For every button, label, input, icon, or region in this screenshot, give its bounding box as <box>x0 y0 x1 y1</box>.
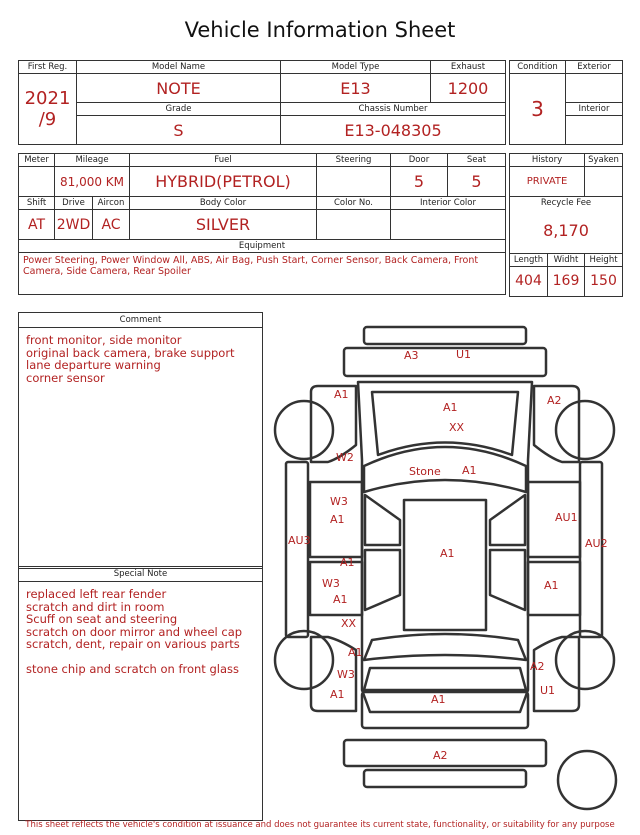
damage-mark: AU3 <box>288 534 311 547</box>
comment-line: front monitor, side monitor <box>26 333 182 347</box>
steering-label: Steering <box>317 154 391 167</box>
damage-mark: AU2 <box>585 537 608 550</box>
damage-mark: A1 <box>431 693 446 706</box>
special-note-line: scratch and dirt in room <box>26 599 165 614</box>
damage-mark: A1 <box>544 579 559 592</box>
history-label: History <box>510 154 585 167</box>
roof-outline <box>404 500 486 630</box>
grade-value: S <box>77 116 281 145</box>
damage-mark: AU1 <box>555 511 578 524</box>
rear-right-wheel-outline <box>556 631 614 689</box>
disclaimer-footer: This sheet reflects the vehicle's condition at issuance and does not guarantee its current state, functionality, or suitability for any purpose <box>25 820 615 830</box>
first-reg-month: /9 <box>38 109 57 130</box>
damage-mark: XX <box>449 421 465 434</box>
mileage-value: 81,000 KM <box>55 167 130 197</box>
recycle-fee-value: 8,170 <box>510 209 623 253</box>
recycle-fee-label: Recycle Fee <box>510 197 623 210</box>
width-value: 169 <box>548 266 585 296</box>
meter-label: Meter <box>19 154 55 167</box>
front-bumper-top-outline <box>364 327 526 344</box>
rear-skirt-outline <box>364 770 526 787</box>
special-note-line: Scuff on seat and steering <box>26 612 178 626</box>
fuel-label: Fuel <box>130 154 317 167</box>
special-note-line: stone chip and scratch on front glass <box>26 662 239 676</box>
special-note-line: replaced left rear fender <box>26 587 167 601</box>
left-rocker-outline <box>286 462 308 637</box>
color-no-label: Color No. <box>317 197 391 210</box>
left-rear-window-outline <box>365 550 400 610</box>
chassis-value: E13-048305 <box>281 116 506 145</box>
damage-mark: A1 <box>334 388 349 401</box>
first-reg-label: First Reg. <box>19 61 77 74</box>
windshield-outline <box>364 447 526 492</box>
drive-label: Drive <box>55 197 93 210</box>
seat-label: Seat <box>448 154 506 167</box>
syaken-label: Syaken <box>585 154 623 167</box>
page-title: Vehicle Information Sheet <box>184 18 456 42</box>
damage-mark: A2 <box>530 660 545 673</box>
damage-mark: A1 <box>462 464 477 477</box>
damage-mark: W3 <box>337 668 355 681</box>
damage-mark: A2 <box>547 394 562 407</box>
damage-mark: A1 <box>330 513 345 526</box>
damage-mark: W3 <box>330 495 348 508</box>
special-note-line: scratch, dent, repair on various parts <box>26 637 240 651</box>
damage-mark: A1 <box>330 688 345 701</box>
exhaust-value: 1200 <box>431 74 506 103</box>
damage-mark: A1 <box>440 547 455 560</box>
comment-line: lane departure warning <box>26 358 161 372</box>
body-color-label: Body Color <box>130 197 317 210</box>
model-name-value: NOTE <box>77 74 281 103</box>
body-color-value: SILVER <box>130 210 317 240</box>
right-front-window-outline <box>490 495 525 545</box>
front-left-wheel-outline <box>275 401 333 459</box>
damage-mark: W3 <box>322 577 340 590</box>
damage-mark: A1 <box>333 593 348 606</box>
damage-mark: W2 <box>336 451 354 464</box>
width-label: Widht <box>548 253 585 266</box>
length-label: Length <box>510 253 548 266</box>
door-label: Door <box>391 154 448 167</box>
rear-window-outline <box>364 634 526 660</box>
damage-mark: A1 <box>348 646 363 659</box>
drive-value: 2WD <box>55 210 93 240</box>
damage-mark: U1 <box>540 684 556 697</box>
length-value: 404 <box>510 266 548 296</box>
rear-left-wheel-outline <box>275 631 333 689</box>
shift-label: Shift <box>19 197 55 210</box>
rear-hatch-outline <box>364 668 526 690</box>
equipment-value: Power Steering, Power Window All, ABS, Air Bag, Push Start, Corner Sensor, Back Camera, Front Camera, Side Camera, Rear Spoiler <box>19 253 506 295</box>
equipment-label: Equipment <box>19 240 506 253</box>
damage-mark: A3 <box>404 349 419 362</box>
exhaust-label: Exhaust <box>431 61 506 74</box>
fuel-value: HYBRID(PETROL) <box>130 167 317 197</box>
mileage-label: Mileage <box>55 154 130 167</box>
seat-value: 5 <box>448 167 506 197</box>
history-value: PRIVATE <box>510 167 585 197</box>
damage-mark: A1 <box>340 556 355 569</box>
special-note-line: scratch on door mirror and wheel cap <box>26 624 243 639</box>
height-label: Height <box>585 253 623 266</box>
first-reg-year: 2021 <box>24 88 71 109</box>
comment-line: original back camera, brake support <box>26 345 235 360</box>
interior-color-label: Interior Color <box>391 197 506 210</box>
condition-label: Condition <box>510 61 566 74</box>
special-note-label: Special Note <box>19 567 262 582</box>
damage-mark: U1 <box>456 348 472 361</box>
model-type-label: Model Type <box>281 61 431 74</box>
damage-mark: XX <box>341 617 357 630</box>
damage-mark: A2 <box>433 749 448 762</box>
front-bumper-outline <box>344 348 546 376</box>
grade-label: Grade <box>77 103 281 116</box>
rear-right-fender-outline <box>534 637 579 711</box>
comment-line: corner sensor <box>26 370 105 385</box>
shift-value: AT <box>19 210 55 240</box>
aircon-value: AC <box>93 210 130 240</box>
spare-wheel-outline <box>558 751 616 809</box>
comment-label: Comment <box>19 313 262 328</box>
damage-mark: A1 <box>443 401 458 414</box>
height-value: 150 <box>585 266 623 296</box>
chassis-label: Chassis Number <box>281 103 506 116</box>
interior-label: Interior <box>566 103 623 116</box>
front-right-wheel-outline <box>556 401 614 459</box>
damage-mark: Stone <box>409 465 441 478</box>
aircon-label: Aircon <box>93 197 130 210</box>
condition-value: 3 <box>510 74 566 145</box>
door-value: 5 <box>391 167 448 197</box>
model-type-value: E13 <box>281 74 431 103</box>
model-name-label: Model Name <box>77 61 281 74</box>
right-rear-window-outline <box>490 550 525 610</box>
exterior-label: Exterior <box>566 61 623 74</box>
left-front-window-outline <box>365 495 400 545</box>
